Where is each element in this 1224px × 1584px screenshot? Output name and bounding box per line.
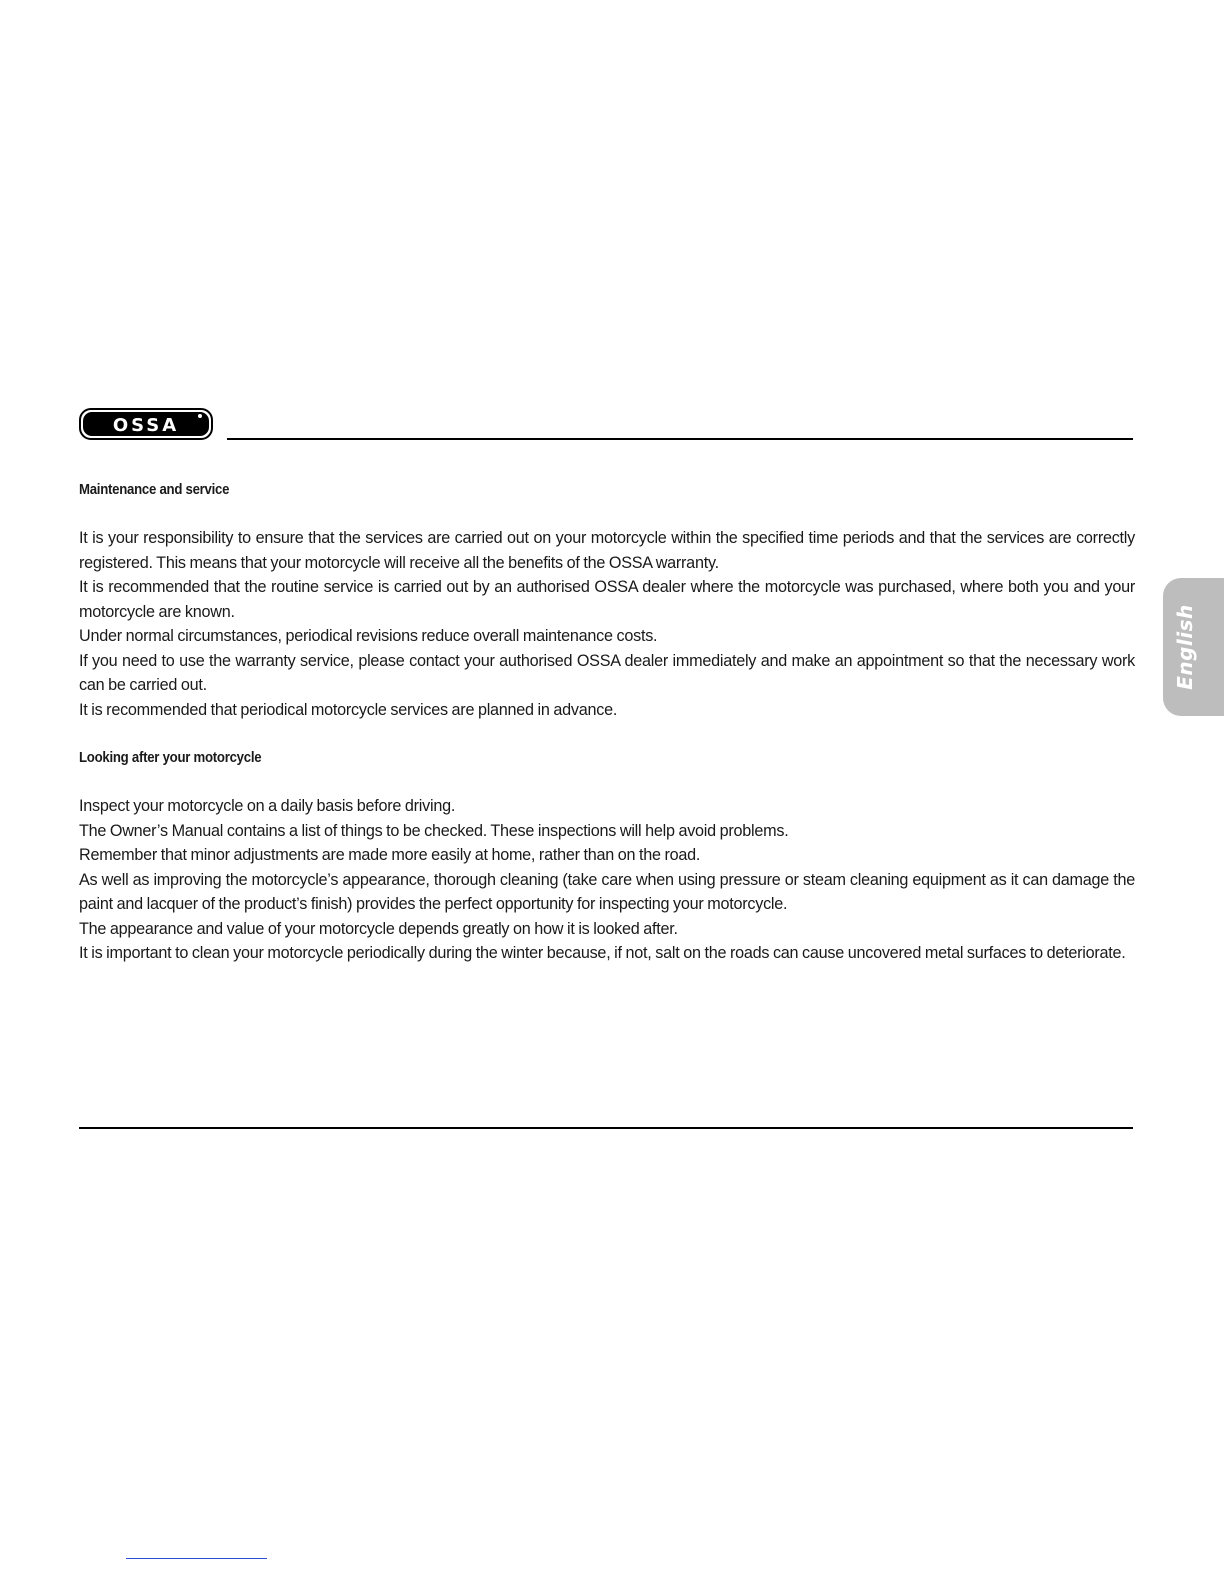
language-tab-label: English	[1173, 604, 1197, 690]
maintenance-paragraph: It is recommended that the routine service is carried out by an authorised OSSA dealer where the motorcycle was purchased, where both you and your motorcycle are known.	[79, 578, 1135, 621]
ossa-logo-graphic	[79, 408, 213, 440]
care-paragraph: The Owner’s Manual contains a list of things to be checked. These inspections will help avoid problems.	[79, 821, 789, 840]
footer-rule	[79, 1127, 1133, 1129]
maintenance-paragraph: It is recommended that periodical motorcycle services are planned in advance.	[79, 700, 618, 719]
maintenance-heading: Maintenance and service	[79, 481, 230, 498]
care-paragraph: Remember that minor adjustments are made more easily at home, rather than on the road.	[79, 846, 701, 864]
maintenance-paragraph: Under normal circumstances, periodical revisions reduce overall maintenance costs.	[79, 627, 658, 645]
care-paragraph: It is important to clean your motorcycle periodically during the winter because, if not, salt on the roads can cause uncovered metal surfaces to deteriorate.	[79, 944, 1126, 962]
page-content	[79, 478, 1135, 966]
care-heading: Looking after your motorcycle	[79, 749, 262, 766]
care-paragraph: Inspect your motorcycle on a daily basis before driving.	[79, 797, 456, 815]
maintenance-paragraph: It is your responsibility to ensure that the services are carried out on your motorcycle within the specified time periods and that the services are correctly registered. This means that your motorcycle will receive all the benefits of the OSSA warranty.	[79, 529, 1135, 572]
care-paragraph: As well as improving the motorcycle’s appearance, thorough cleaning (take care when using pressure or steam cleaning equipment as it can damage the paint and lacquer of the product’s finish) provides the perfect opportunity for inspecting your motorcycle.	[79, 870, 1135, 913]
care-paragraph: The appearance and value of your motorcycle depends greatly on how it is looked after.	[79, 919, 678, 938]
maintenance-paragraph: If you need to use the warranty service, please contact your authorised OSSA dealer immediately and make an appointment so that the necessary work can be carried out.	[79, 651, 1135, 694]
language-tab	[1163, 578, 1224, 716]
ossa-logo	[79, 408, 213, 440]
footer-link-rule	[126, 1558, 267, 1559]
header-rule	[227, 438, 1133, 440]
ossa-logo-text: OSSA	[112, 415, 180, 436]
